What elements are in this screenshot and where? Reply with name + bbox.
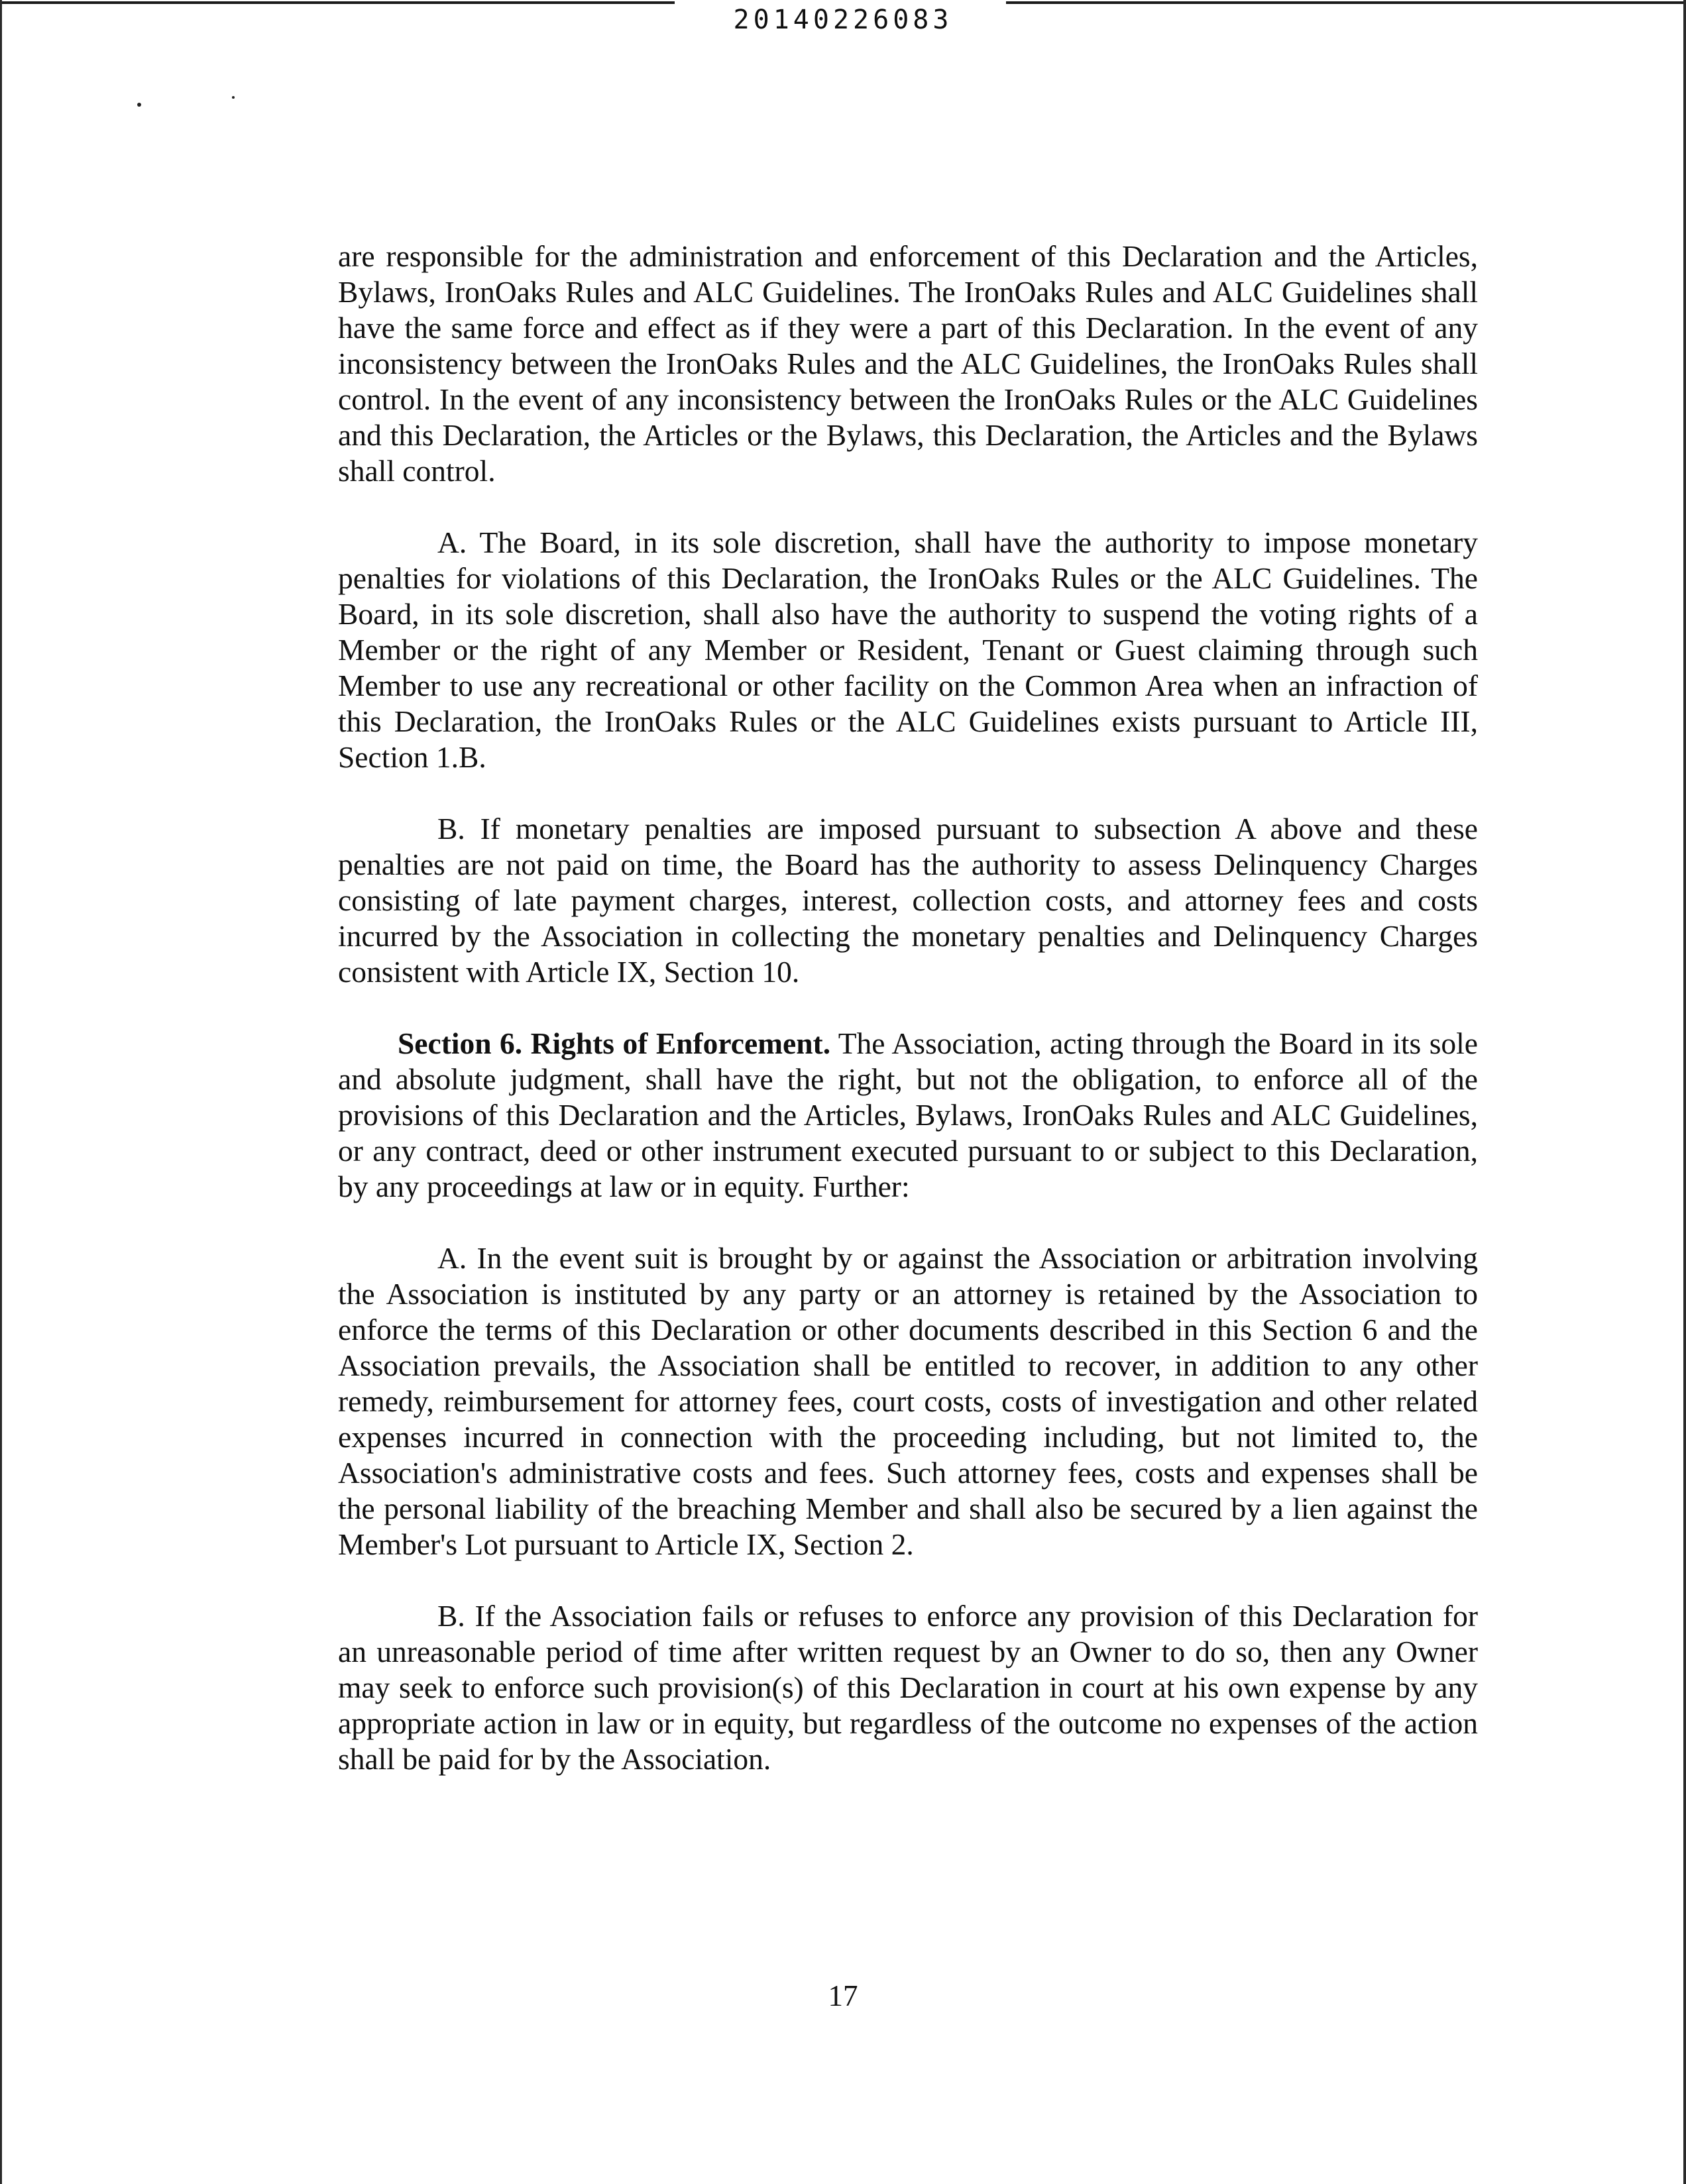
section-6-subsection-a: A. In the event suit is brought by or against the Association or arbitration involving the Association is instituted by any party or an attorney is retained by the Association to enforce the terms of this Declaration or other documents described in this Section 6 and the Association prevails, the Association shall be entitled to recover, in addition to any other remedy, reimbursement for attorney fees, court costs, costs of investigation and other related expenses incurred in connection with the proceeding including, but not limited to, the Association's administrative costs and fees. Such attorney fees, costs and expenses shall be the personal liability of the breaching Member and shall also be secured by a lien against the Member's Lot pursuant to Article IX, Section 2. [338,1241,1478,1561]
scan-speck [137,103,141,107]
scan-left-edge [0,0,2,2184]
scan-speck [232,96,235,99]
section-5-subsection-a: A. The Board, in its sole discretion, shall have the authority to impose monetary penalties for violations of this Declaration, the IronOaks Rules or the ALC Guidelines. The Board, in its sole discretion, shall also have the authority to suspend the voting rights of a Member or the right of any Member or Resident, Tenant or Guest claiming through such Member to use any recreational or other facility on the Common Area when an infraction of this Declaration, the IronOaks Rules or the ALC Guidelines exists pursuant to Article III, Section 1.B. [338,525,1478,774]
recording-document-number: 20140226083 [733,5,953,35]
section-5-subsection-b: B. If monetary penalties are imposed pursuant to subsection A above and these penalties are not paid on time, the Board has the authority to assess Delinquency Charges consisting of late payment charges, interest, collection costs, and attorney fees and costs incurred by the Association in collecting the monetary penalties and Delinquency Charges consistent with Article IX, Section 10. [338,812,1478,989]
section-6-body: The Association, acting through the Board in its sole and absolute judgment, shall have the right, but not the obligation, to enforce all of the provisions of this Declaration and the Articles, Bylaws, IronOaks Rules and ALC Guidelines, or any contract, deed or other instrument executed pursuant to or subject to this Declaration, by any proceedings at law or in equity. Further: [338,1026,1478,1203]
section-6-paragraph [338,1026,1478,1205]
scan-right-edge [1683,0,1686,2184]
intro-paragraph: are responsible for the administration and enforcement of this Declaration and the Articles, Bylaws, IronOaks Rules and ALC Guidelines. The IronOaks Rules and ALC Guidelines shall have the same force and effect as if they were a part of this Declaration. In the event of any inconsistency between the IronOaks Rules and the ALC Guidelines, the IronOaks Rules shall control. In the event of any inconsistency between the IronOaks Rules or the ALC Guidelines and this Declaration, the Articles or the Bylaws, this Declaration, the Articles and the Bylaws shall control. [338,239,1478,488]
section-6-subsection-b: B. If the Association fails or refuses to enforce any provision of this Declaration for an unreasonable period of time after written request by an Owner to do so, then any Owner may seek to enforce such provision(s) of this Declaration in court at his own expense by any appropriate action in law or in equity, but regardless of the outcome no expenses of the action shall be paid for by the Association. [338,1599,1478,1776]
declaration-body [338,239,1478,1777]
section-6-heading: Section 6. Rights of Enforcement. [398,1026,831,1060]
page-number: 17 [828,1979,858,2012]
